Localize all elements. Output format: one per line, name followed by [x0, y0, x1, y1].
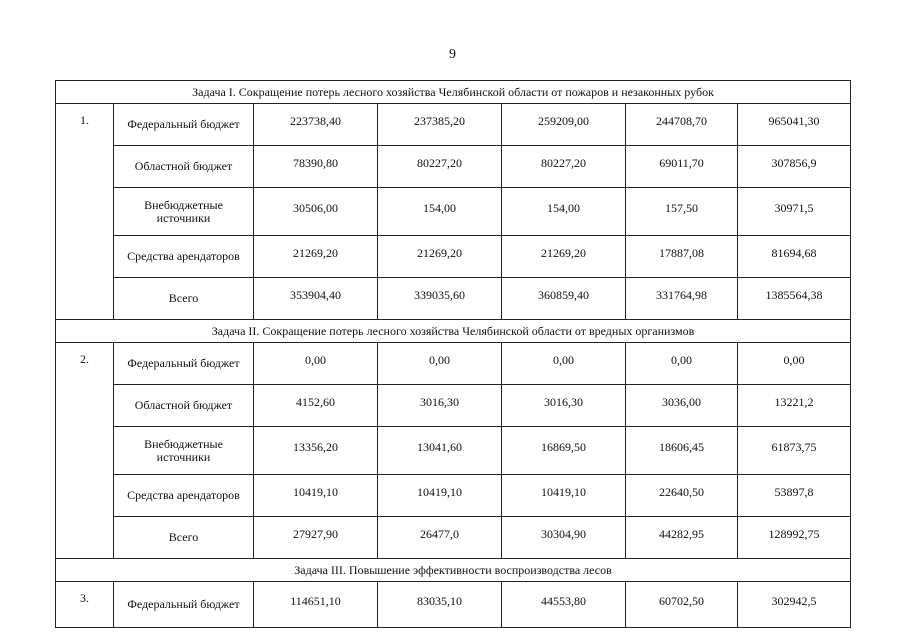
total-value-cell: 53897,8: [738, 475, 851, 517]
value-cell: 30506,00: [254, 188, 378, 236]
value-cell: 10419,10: [378, 475, 502, 517]
table-row: [56, 517, 851, 559]
value-cell: 60702,50: [626, 582, 738, 628]
funding-source-label: Всего: [114, 517, 254, 559]
table-row: [56, 582, 851, 628]
value-cell: 331764,98: [626, 278, 738, 320]
total-value-cell: 0,00: [738, 343, 851, 385]
value-cell: 80227,20: [378, 146, 502, 188]
value-cell: 27927,90: [254, 517, 378, 559]
value-cell: 69011,70: [626, 146, 738, 188]
value-cell: 44282,95: [626, 517, 738, 559]
value-cell: 244708,70: [626, 104, 738, 146]
value-cell: 21269,20: [502, 236, 626, 278]
total-value-cell: 307856,9: [738, 146, 851, 188]
value-cell: 26477,0: [378, 517, 502, 559]
total-value-cell: 81694,68: [738, 236, 851, 278]
value-cell: 22640,50: [626, 475, 738, 517]
task-title: Задача III. Повышение эффективности воспроизводства лесов: [56, 559, 851, 582]
value-cell: 3016,30: [378, 385, 502, 427]
value-cell: 360859,40: [502, 278, 626, 320]
value-cell: 223738,40: [254, 104, 378, 146]
value-cell: 21269,20: [254, 236, 378, 278]
task-title: Задача I. Сокращение потерь лесного хозяйства Челябинской области от пожаров и незаконных рубок: [56, 81, 851, 104]
value-cell: 80227,20: [502, 146, 626, 188]
table-row: [56, 188, 851, 236]
value-cell: 4152,60: [254, 385, 378, 427]
page-number: 9: [449, 47, 456, 62]
table-row: [56, 343, 851, 385]
value-cell: 0,00: [254, 343, 378, 385]
value-cell: 114651,10: [254, 582, 378, 628]
value-cell: 83035,10: [378, 582, 502, 628]
value-cell: 3036,00: [626, 385, 738, 427]
task-header-row: [56, 320, 851, 343]
funding-source-label: Средства арендаторов: [114, 236, 254, 278]
task-header-row: [56, 559, 851, 582]
table-row: [56, 236, 851, 278]
value-cell: 237385,20: [378, 104, 502, 146]
value-cell: 339035,60: [378, 278, 502, 320]
row-number: 1.: [56, 104, 114, 320]
total-value-cell: 1385564,38: [738, 278, 851, 320]
table-row: [56, 146, 851, 188]
budget-table: [55, 80, 851, 628]
table-row: [56, 278, 851, 320]
value-cell: 18606,45: [626, 427, 738, 475]
funding-source-label: Федеральный бюджет: [114, 104, 254, 146]
funding-source-label: Областной бюджет: [114, 385, 254, 427]
value-cell: 3016,30: [502, 385, 626, 427]
total-value-cell: 30971,5: [738, 188, 851, 236]
funding-source-label: Областной бюджет: [114, 146, 254, 188]
value-cell: 44553,80: [502, 582, 626, 628]
funding-source-label: Внебюджетные источники: [114, 427, 254, 475]
row-number: 3.: [56, 582, 114, 628]
value-cell: 10419,10: [254, 475, 378, 517]
value-cell: 21269,20: [378, 236, 502, 278]
value-cell: 16869,50: [502, 427, 626, 475]
value-cell: 10419,10: [502, 475, 626, 517]
total-value-cell: 302942,5: [738, 582, 851, 628]
value-cell: 0,00: [378, 343, 502, 385]
task-header-row: [56, 81, 851, 104]
total-value-cell: 61873,75: [738, 427, 851, 475]
value-cell: 154,00: [502, 188, 626, 236]
funding-source-label: Всего: [114, 278, 254, 320]
table-row: [56, 385, 851, 427]
value-cell: 157,50: [626, 188, 738, 236]
table-row: [56, 475, 851, 517]
value-cell: 30304,90: [502, 517, 626, 559]
total-value-cell: 13221,2: [738, 385, 851, 427]
table-row: [56, 104, 851, 146]
funding-source-label: Средства арендаторов: [114, 475, 254, 517]
value-cell: 0,00: [502, 343, 626, 385]
total-value-cell: 965041,30: [738, 104, 851, 146]
funding-source-label: Федеральный бюджет: [114, 582, 254, 628]
value-cell: 353904,40: [254, 278, 378, 320]
total-value-cell: 128992,75: [738, 517, 851, 559]
value-cell: 259209,00: [502, 104, 626, 146]
task-title: Задача II. Сокращение потерь лесного хозяйства Челябинской области от вредных организмов: [56, 320, 851, 343]
table-body: [56, 81, 851, 628]
value-cell: 154,00: [378, 188, 502, 236]
value-cell: 13041,60: [378, 427, 502, 475]
value-cell: 13356,20: [254, 427, 378, 475]
funding-source-label: Внебюджетные источники: [114, 188, 254, 236]
value-cell: 17887,08: [626, 236, 738, 278]
value-cell: 0,00: [626, 343, 738, 385]
table-row: [56, 427, 851, 475]
funding-source-label: Федеральный бюджет: [114, 343, 254, 385]
row-number: 2.: [56, 343, 114, 559]
value-cell: 78390,80: [254, 146, 378, 188]
